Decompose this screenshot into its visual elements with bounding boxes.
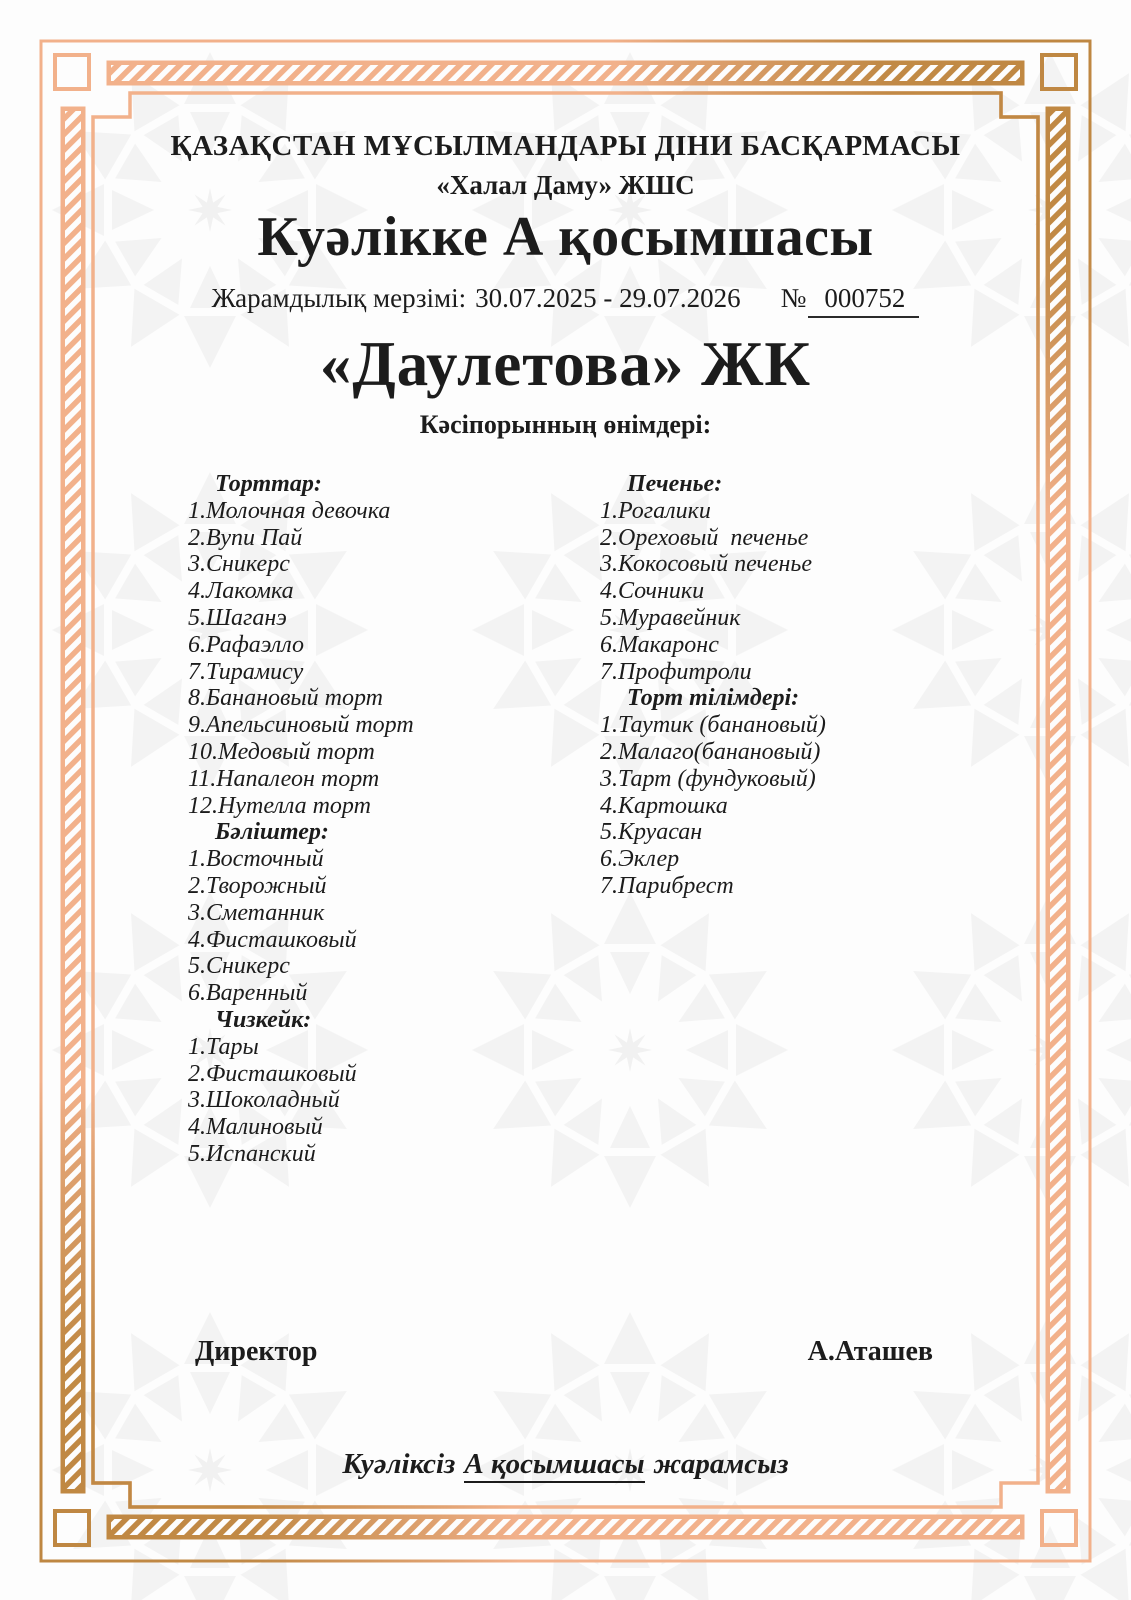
product-item: 6.Макаронс [600,631,719,658]
product-item: 8.Банановый торт [188,685,383,712]
product-item: 2.Вупи Пай [188,524,303,551]
product-item: 1.Рогалики [600,497,711,524]
signature-row [195,1336,933,1368]
product-item: 3.Шоколадный [188,1087,340,1114]
director-label: Директор [195,1336,318,1367]
product-item: 3.Сникерс [188,551,290,578]
product-item: 10.Медовый торт [188,738,375,765]
product-item: 3.Кокосовый печенье [600,551,812,578]
product-item: 3.Сметанник [188,899,325,926]
product-item: 2.Ореховый печенье [600,524,809,551]
product-item: 5.Круасан [600,819,703,846]
product-item: 4.Сочники [600,578,705,605]
product-item: 1.Восточный [188,846,324,873]
product-column-right [600,471,1030,900]
product-section-header: Печенье: [627,471,723,497]
company-name: «Халал Даму» ЖШС [436,170,695,200]
product-item: 5.Испанский [188,1140,316,1167]
products-heading: Кәсіпорынның өнімдері: [419,410,712,439]
product-item: 2.Творожный [188,872,327,899]
director-name: А.Аташев [807,1336,933,1367]
enterprise-name: «Даулетова» ЖК [319,329,812,399]
certificate-number-label: № [780,283,807,313]
product-item: 2.Малаго(банановый) [600,738,821,765]
product-item: 12.Нутелла торт [188,792,371,819]
product-item: 6.Эклер [600,846,680,873]
product-section-header: Торттар: [215,471,322,497]
product-section-header: Торт тілімдері: [627,685,800,712]
product-item: 7.Тирамису [188,658,304,685]
product-item: 3.Тарт (фундуковый) [600,765,816,792]
product-item: 2.Фисташковый [188,1060,357,1087]
product-column-left [188,471,583,1168]
certificate-title: Куәлікке А қосымшасы [257,206,874,268]
organization-name: ҚАЗАҚСТАН МҰСЫЛМАНДАРЫ ДІНИ БАСҚАРМАСЫ [170,130,961,162]
product-item: 6.Рафаэлло [188,631,304,658]
product-item: 4.Малиновый [188,1114,323,1141]
product-item: 4.Лакомка [188,578,294,605]
product-item: 5.Муравейник [600,604,741,631]
product-item: 7.Профитроли [600,658,752,685]
product-item: 1.Таутик (банановый) [600,712,826,739]
footer-prefix: Куәліксіз [342,1448,456,1480]
footer-note [0,1448,1131,1481]
validity-dates: 30.07.2025 - 29.07.2026 [475,283,741,313]
product-item: 5.Шаганэ [188,604,287,631]
validity-line [0,283,1131,318]
product-item: 4.Фисташковый [188,926,357,953]
certificate-number-value: 000752 [808,283,919,318]
product-item: 4.Картошка [600,792,728,819]
product-item: 5.Сникерс [188,953,290,980]
product-item: 11.Напалеон торт [188,765,380,792]
product-item: 1.Тары [188,1033,259,1060]
footer-suffix: жарамсыз [653,1448,789,1480]
product-section-header: Бәліштер: [215,819,329,846]
validity-label: Жарамдылық мерзімі: [211,283,467,313]
product-item: 9.Апельсиновый торт [188,712,414,739]
product-section-header: Чизкейк: [215,1006,312,1033]
product-item: 1.Молочная девочка [188,497,391,524]
product-item: 7.Парибрест [600,872,734,899]
product-item: 6.Варенный [188,980,308,1007]
footer-underlined-text: А қосымшасы [464,1448,644,1483]
